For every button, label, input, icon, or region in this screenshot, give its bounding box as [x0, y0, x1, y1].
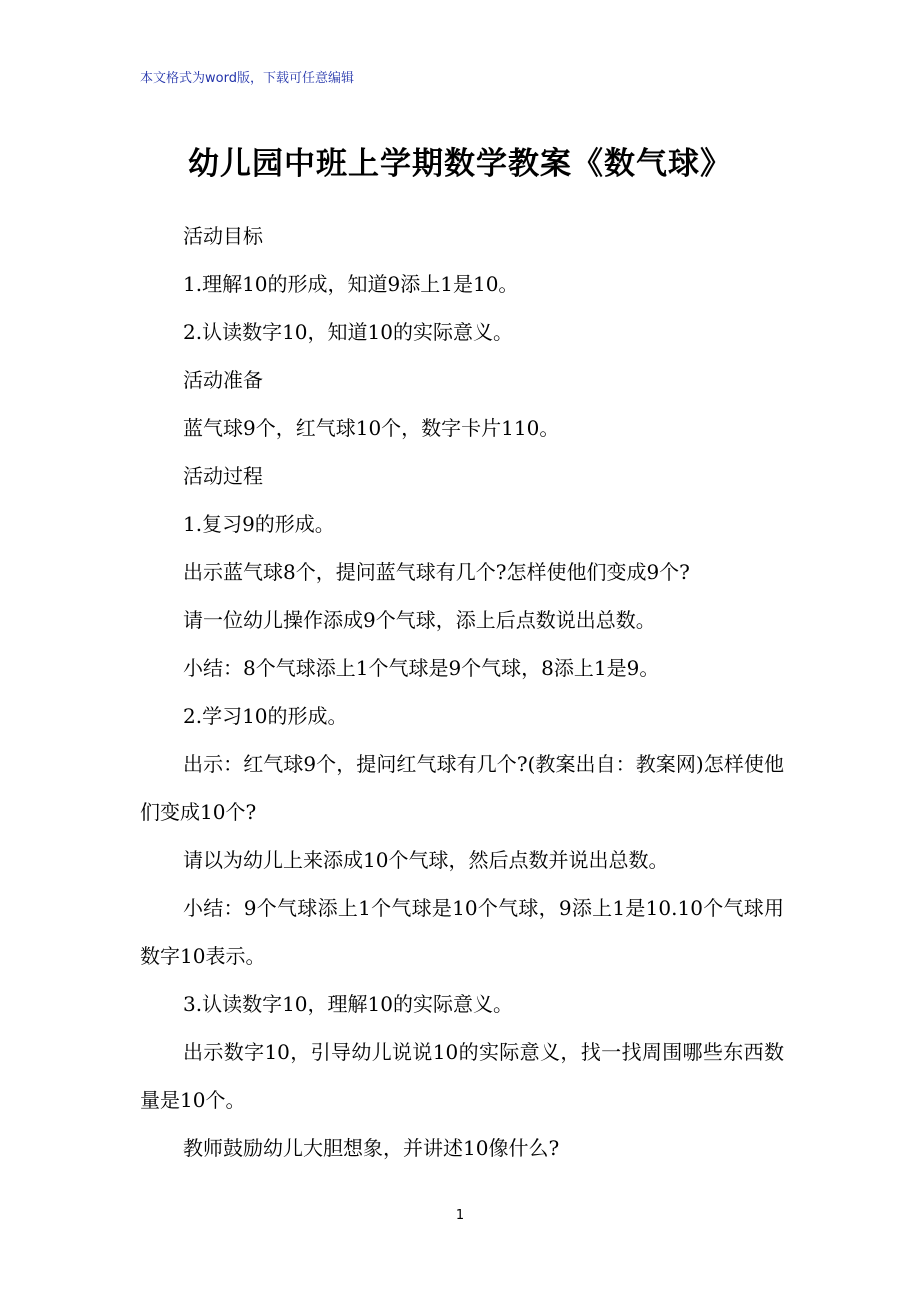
paragraph: 2.学习10的形成。: [183, 704, 348, 728]
paragraph: 1.理解10的形成，知道9添上1是10。: [183, 272, 519, 296]
paragraph: 1.复习9的形成。: [183, 512, 335, 536]
section-heading-preparation: 活动准备: [183, 368, 263, 392]
header-note: 本文格式为word版，下载可任意编辑: [140, 71, 354, 86]
paragraph: 出示：红气球9个，提问红气球有几个?(教案出自：教案网)怎样使他们变成10个?: [140, 752, 784, 824]
paragraph: 出示蓝气球8个，提问蓝气球有几个?怎样使他们变成9个?: [183, 560, 690, 584]
paragraph: 3.认读数字10，理解10的实际意义。: [183, 992, 513, 1016]
section-heading-process: 活动过程: [183, 464, 263, 488]
paragraph: 2.认读数字10，知道10的实际意义。: [183, 320, 513, 344]
paragraph: 小结：8个气球添上1个气球是9个气球，8添上1是9。: [183, 656, 660, 680]
section-heading-objectives: 活动目标: [183, 224, 263, 248]
paragraph: 请以为幼儿上来添成10个气球，然后点数并说出总数。: [183, 848, 669, 872]
paragraph: 蓝气球9个，红气球10个，数字卡片110。: [183, 416, 560, 440]
paragraph: 教师鼓励幼儿大胆想象，并讲述10像什么?: [183, 1136, 560, 1160]
paragraph: 出示数字10，引导幼儿说说10的实际意义，找一找周围哪些东西数量是10个。: [140, 1040, 784, 1112]
page-number: 1: [455, 1208, 465, 1223]
document-body: [140, 212, 784, 1172]
document-title: 幼儿园中班上学期数学教案《数气球》: [188, 146, 732, 182]
paragraph: 请一位幼儿操作添成9个气球，添上后点数说出总数。: [183, 608, 656, 632]
paragraph: 小结：9个气球添上1个气球是10个气球，9添上1是10.10个气球用数字10表示。: [140, 896, 784, 968]
